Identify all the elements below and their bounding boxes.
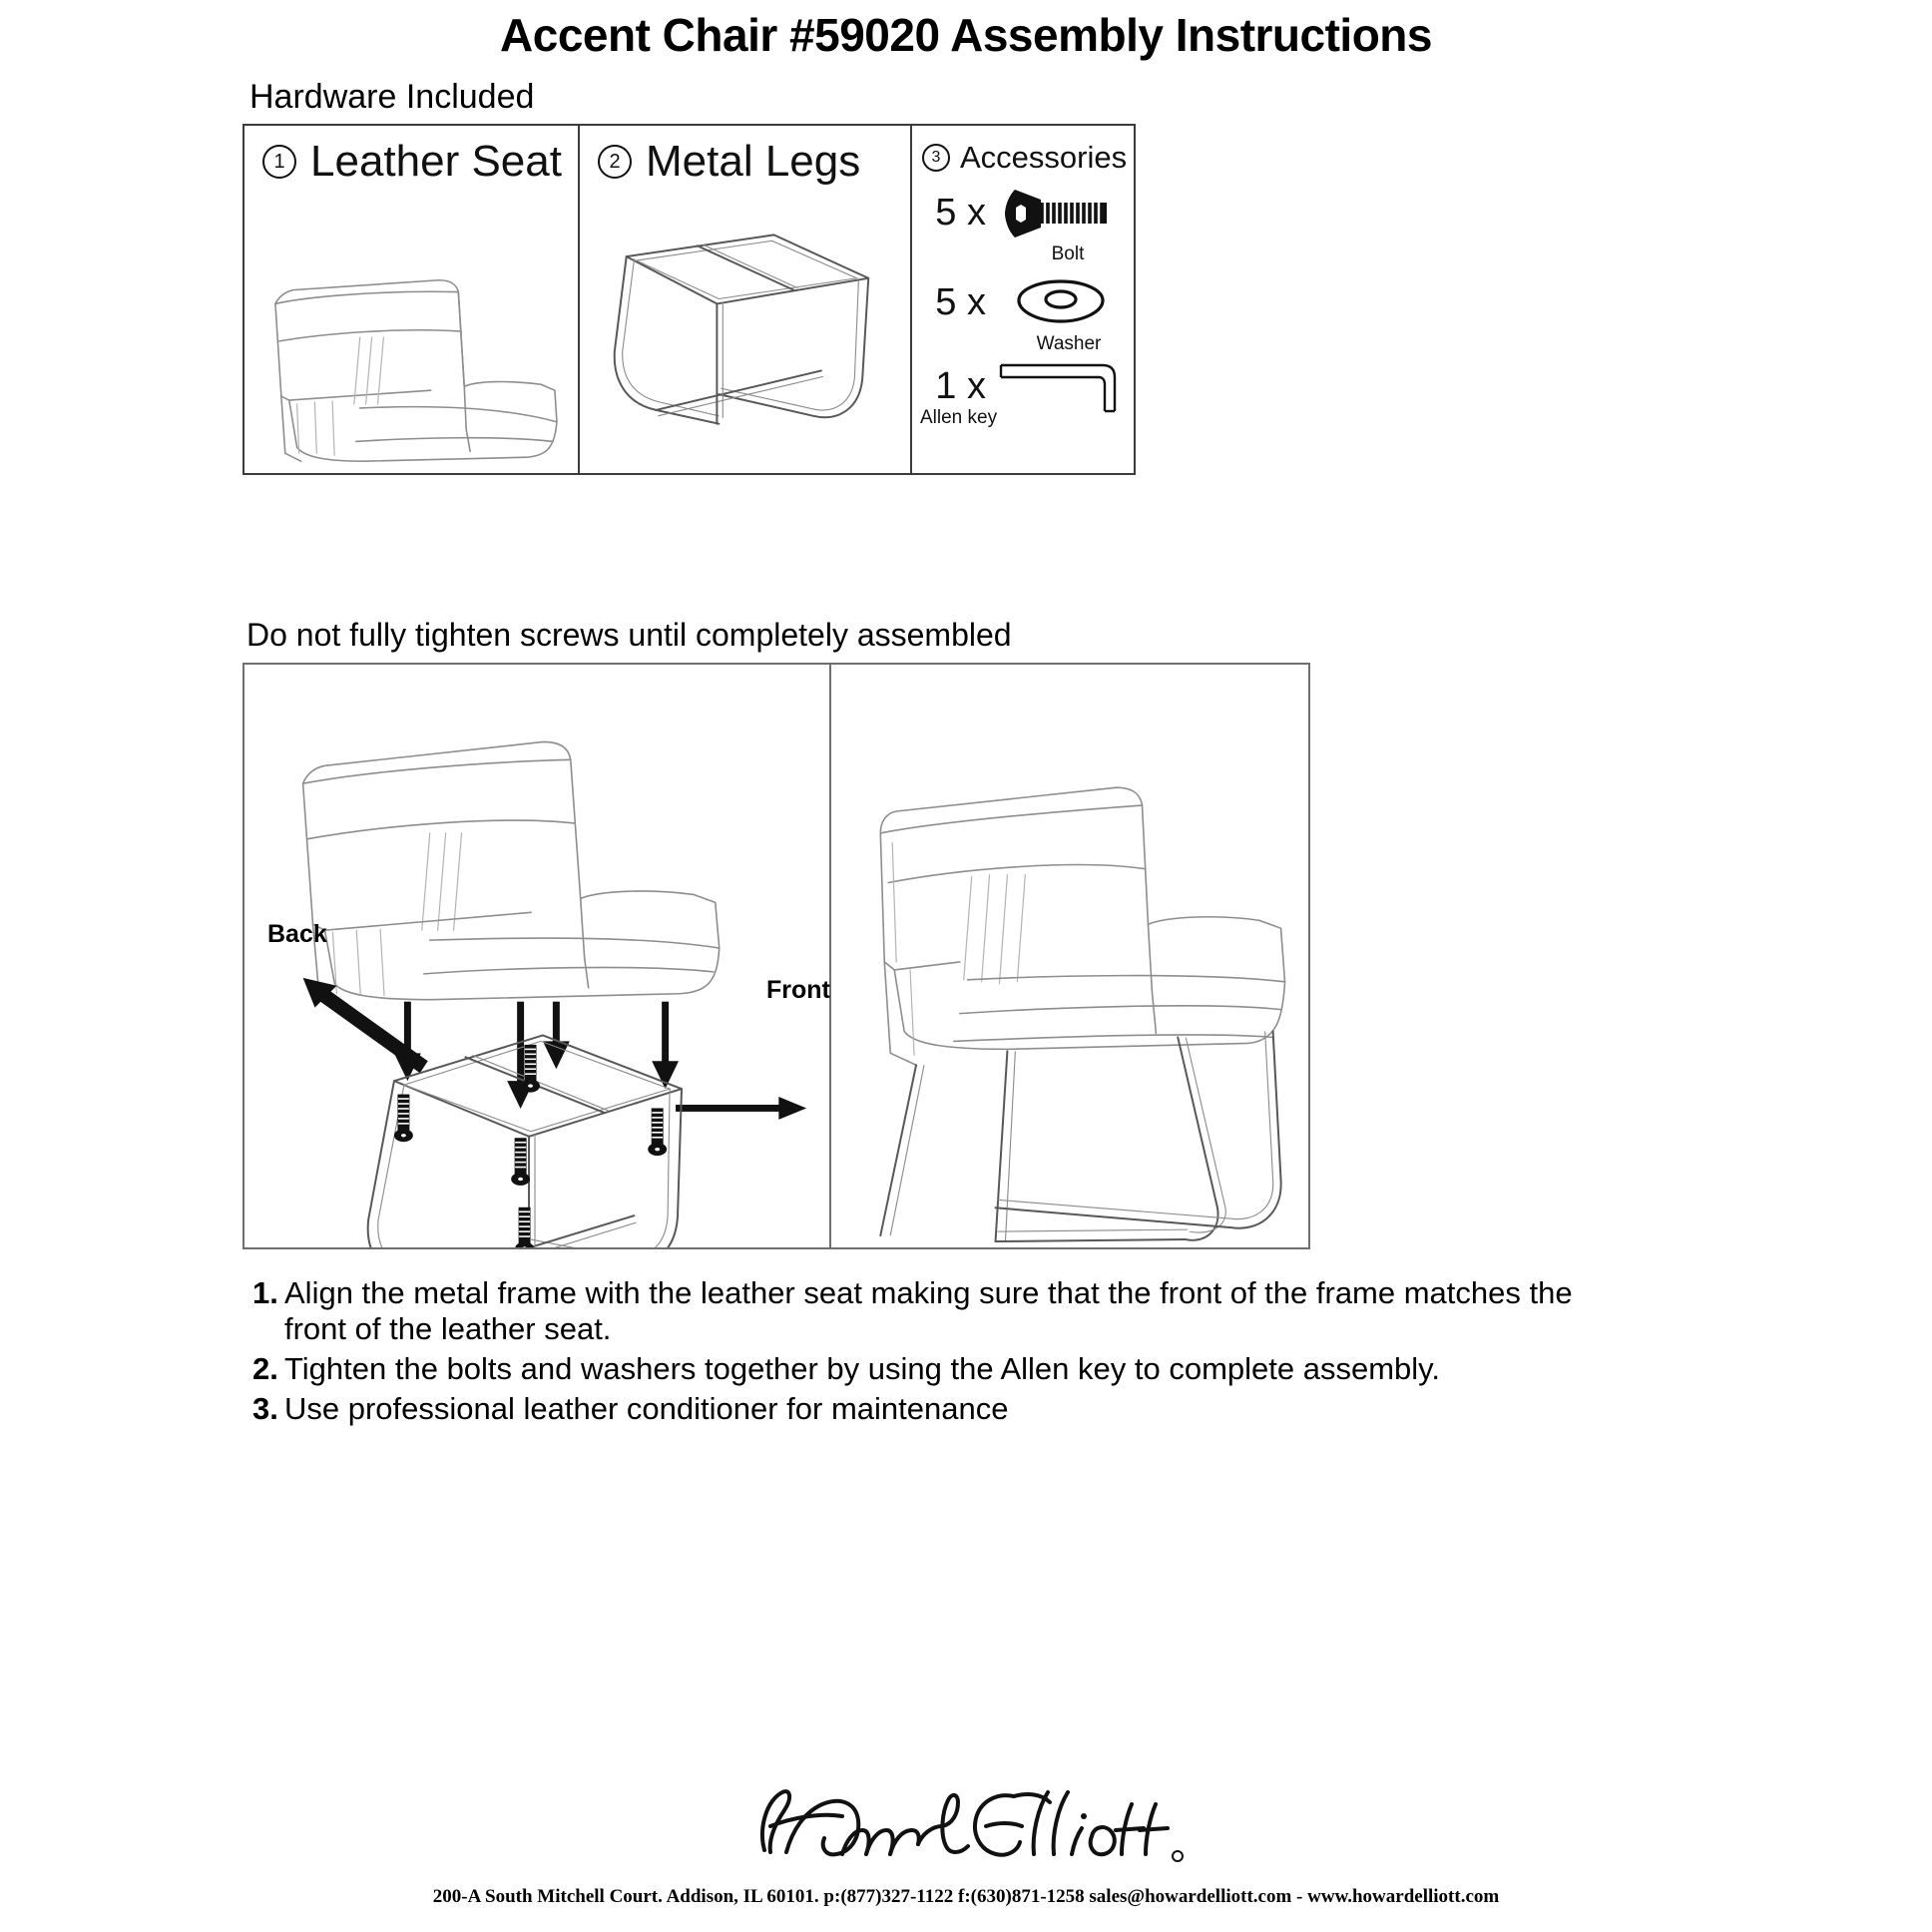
hardware-column-metal-legs (580, 126, 912, 473)
washer-label: Washer (1036, 333, 1102, 354)
accessories-header (922, 142, 1127, 173)
assembly-diagram-box (242, 663, 1310, 1249)
step-number: 3. (252, 1390, 278, 1426)
leather-seat-header (262, 137, 562, 186)
accessory-row-bolt (920, 184, 1126, 242)
metal-legs-label: Metal Legs (646, 137, 861, 186)
back-direction-label: Back (267, 920, 327, 948)
step-text: Tighten the bolts and washers together by using the Allen key to complete assembly. (284, 1350, 1440, 1386)
step-text: Use professional leather conditioner for maintenance (284, 1390, 1009, 1426)
front-direction-label: Front (766, 976, 830, 1004)
step-number: 2. (252, 1350, 278, 1386)
circled-number-icon: 2 (598, 145, 632, 179)
circled-number-icon: 3 (922, 144, 950, 172)
list-item (252, 1275, 1590, 1347)
washer-quantity: 5 x (935, 280, 986, 323)
circled-number-icon: 1 (262, 145, 296, 179)
bolt-label: Bolt (1051, 243, 1085, 264)
hardware-box (242, 124, 1136, 475)
hardware-column-accessories (912, 126, 1134, 473)
hardware-included-heading: Hardware Included (249, 78, 535, 116)
company-address-footer: 200-A South Mitchell Court. Addison, IL 60101. p:(877)327-1122 f:(630)871-1258 sales@howardelliott.com - www.howardelliott.com (432, 1886, 1500, 1907)
allen-key-quantity: 1 x (935, 364, 986, 407)
washer-icon (994, 273, 1126, 331)
list-item (252, 1351, 1590, 1387)
instruction-steps-list (252, 1275, 1590, 1431)
hardware-column-leather-seat (244, 126, 580, 473)
accessory-row-washer (920, 273, 1126, 331)
assembled-chair-panel (831, 665, 1308, 1247)
step-number: 1. (252, 1275, 278, 1310)
page-title: Accent Chair #59020 Assembly Instructions (500, 9, 1432, 61)
howard-elliott-logo (0, 1768, 1932, 1878)
accessories-label: Accessories (960, 140, 1128, 175)
leather-seat-illustration (244, 194, 578, 473)
metal-legs-header (598, 137, 861, 186)
metal-legs-illustration (580, 194, 910, 473)
allen-key-label: Allen key (920, 407, 998, 428)
step-text: Align the metal frame with the leather seat making sure that the front of the frame matches the front of the leather seat. (284, 1275, 1573, 1346)
bolt-icon (994, 184, 1126, 242)
leather-seat-label: Leather Seat (310, 137, 562, 186)
exploded-assembly-panel (244, 665, 831, 1247)
bolt-quantity: 5 x (935, 191, 986, 234)
list-item (252, 1391, 1590, 1427)
tighten-warning-text: Do not fully tighten screws until completely assembled (246, 617, 1012, 653)
